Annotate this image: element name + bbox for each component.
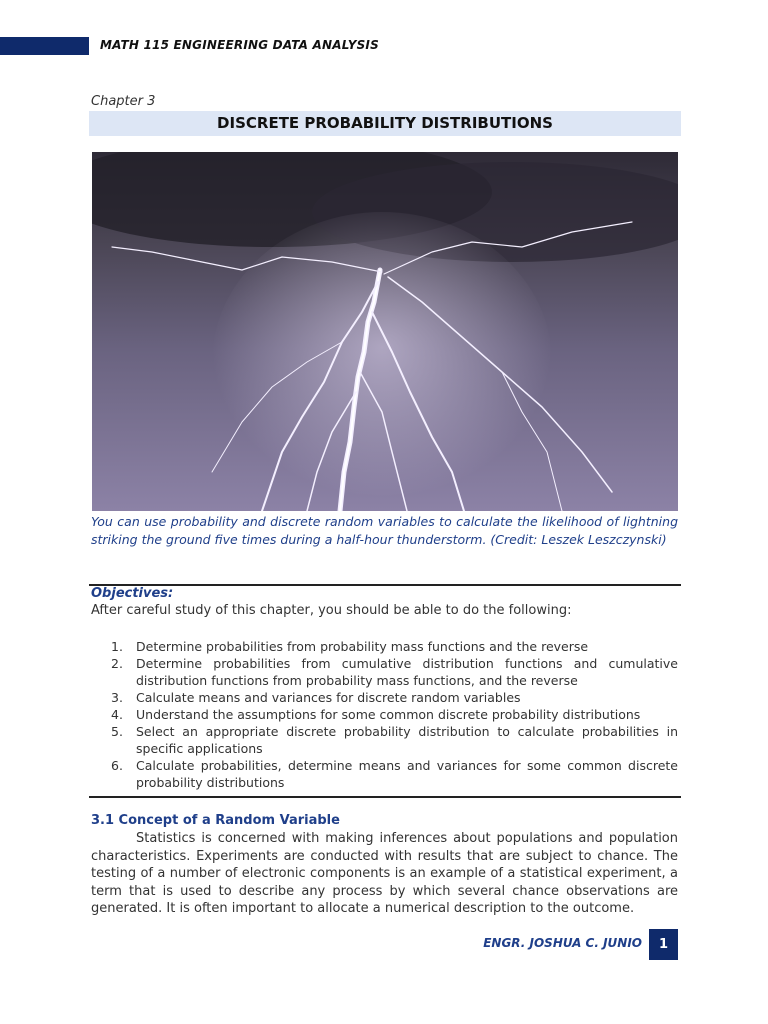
lightning-photo (92, 152, 678, 511)
section-paragraph: Statistics is concerned with making inferences about populations and population characteristics. Experiments are conducted with results that are subject to chance. The testing of a number of electronic components is an example of a statistical experiment, a term that is used to describe any process by which several chance observations are generated. It is often important to allocate a numerical description to the outcome. (91, 831, 678, 916)
course-title: MATH 115 ENGINEERING DATA ANALYSIS (100, 38, 379, 52)
objective-text: Understand the assumptions for some common discrete probability distributions (136, 707, 641, 722)
objective-item (91, 723, 678, 757)
chapter-title: DISCRETE PROBABILITY DISTRIBUTIONS (89, 111, 681, 136)
objectives-list (91, 638, 678, 791)
chapter-label: Chapter 3 (91, 94, 156, 109)
objective-text: Determine probabilities from probability mass functions and the reverse (136, 639, 589, 654)
objective-number: 2. (111, 656, 123, 671)
page-number: 1 (649, 929, 678, 960)
objective-text: Calculate probabilities, determine means and variances for some common discrete probability distributions (136, 758, 678, 790)
objective-text: Select an appropriate discrete probability distribution to calculate probabilities in specific applications (136, 724, 678, 756)
objective-number: 1. (111, 639, 123, 654)
objectives-heading: Objectives: (91, 586, 174, 601)
objective-number: 6. (111, 758, 123, 773)
figure-caption: You can use probability and discrete random variables to calculate the likelihood of lightning striking the ground five times during a half-hour thunderstorm. (Credit: Leszek Leszczynski) (91, 514, 678, 547)
section-heading: 3.1 Concept of a Random Variable (91, 813, 340, 828)
objectives-bottom-rule (89, 796, 681, 798)
footer-author: ENGR. JOSHUA C. JUNIO (483, 936, 642, 950)
header-accent-bar (0, 37, 89, 55)
objective-item (91, 638, 678, 655)
objective-number: 5. (111, 724, 123, 739)
objective-number: 4. (111, 707, 123, 722)
objective-item (91, 757, 678, 791)
objectives-intro: After careful study of this chapter, you should be able to do the following: (91, 603, 572, 618)
objective-item (91, 655, 678, 689)
objectives-top-rule (89, 584, 681, 586)
objective-text: Determine probabilities from cumulative distribution functions and cumulative distribution functions from probability mass functions, and the reverse (136, 656, 678, 688)
objective-number: 3. (111, 690, 123, 705)
objective-item (91, 706, 678, 723)
objective-item (91, 689, 678, 706)
objective-text: Calculate means and variances for discrete random variables (136, 690, 521, 705)
